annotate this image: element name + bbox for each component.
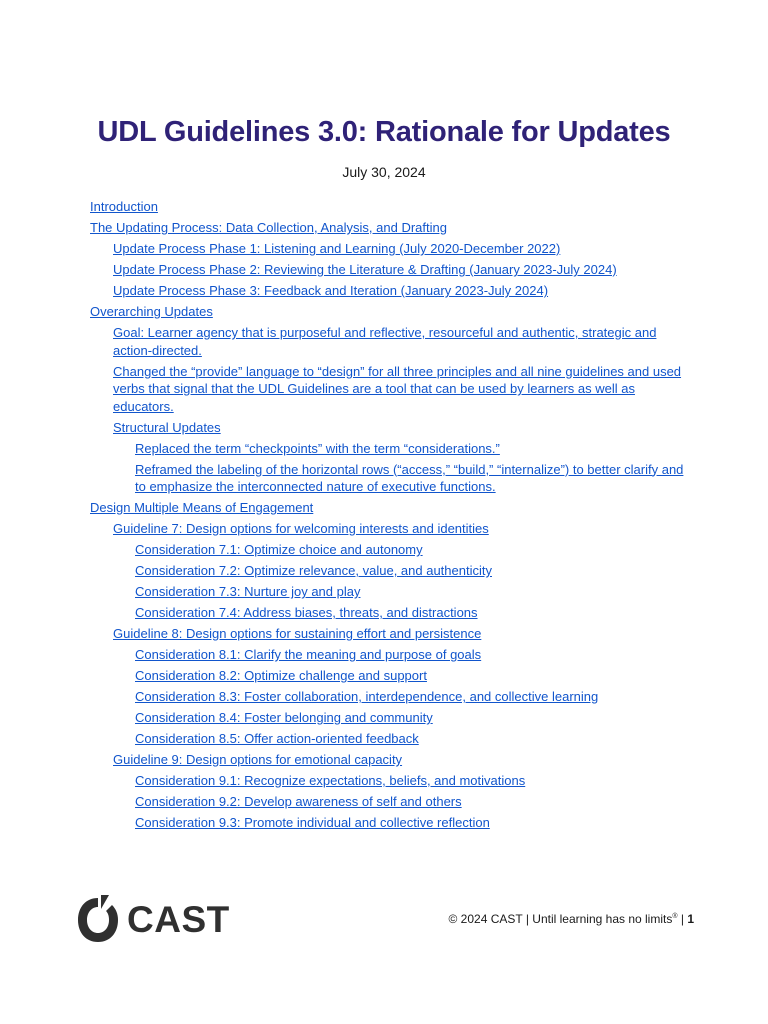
toc-link[interactable]: Update Process Phase 1: Listening and Learning (July 2020-December 2022) <box>113 241 561 256</box>
toc-entry <box>90 240 685 258</box>
page-title: UDL Guidelines 3.0: Rationale for Updates <box>97 116 671 148</box>
toc-entry <box>90 219 685 237</box>
trademark-symbol: ® <box>672 913 678 920</box>
toc-entry <box>90 814 685 832</box>
toc-link[interactable]: Consideration 7.4: Address biases, threats, and distractions <box>135 605 478 620</box>
footer-text <box>449 912 695 926</box>
toc-link[interactable]: Introduction <box>90 199 158 214</box>
toc-link[interactable]: Consideration 8.2: Optimize challenge and support <box>135 668 427 683</box>
cast-logo-wordmark: CAST <box>127 899 230 940</box>
toc-entry <box>90 499 685 517</box>
page-number: 1 <box>687 912 694 926</box>
footer-separator: | <box>677 912 688 926</box>
cast-logo <box>75 893 230 947</box>
toc-entry <box>90 625 685 643</box>
table-of-contents <box>90 198 685 835</box>
toc-entry <box>90 541 685 559</box>
toc-entry <box>90 261 685 279</box>
toc-entry <box>90 520 685 538</box>
toc-link[interactable]: Consideration 7.3: Nurture joy and play <box>135 584 361 599</box>
toc-entry <box>90 562 685 580</box>
toc-link[interactable]: Consideration 8.1: Clarify the meaning and purpose of goals <box>135 647 482 662</box>
toc-link[interactable]: Consideration 9.3: Promote individual and collective reflection <box>135 815 490 830</box>
toc-link[interactable]: Goal: Learner agency that is purposeful and reflective, resourceful and authentic, strategic and action-directed. <box>113 325 657 358</box>
toc-link[interactable]: Overarching Updates <box>90 304 213 319</box>
toc-entry <box>90 324 685 359</box>
toc-link[interactable]: Consideration 8.3: Foster collaboration, interdependence, and collective learning <box>135 689 599 704</box>
toc-link[interactable]: Update Process Phase 2: Reviewing the Literature & Drafting (January 2023-July 2024) <box>113 262 617 277</box>
toc-entry <box>90 646 685 664</box>
toc-entry <box>90 772 685 790</box>
toc-entry <box>90 793 685 811</box>
copyright-text: © 2024 CAST | Until learning has no limits <box>448 912 673 926</box>
toc-entry <box>90 583 685 601</box>
toc-link[interactable]: Guideline 8: Design options for sustaining effort and persistence <box>113 626 482 641</box>
toc-entry <box>90 198 685 216</box>
toc-entry <box>90 440 685 458</box>
toc-link[interactable]: Consideration 7.2: Optimize relevance, value, and authenticity <box>135 563 492 578</box>
toc-entry <box>90 751 685 769</box>
document-date: July 30, 2024 <box>342 164 426 180</box>
toc-link[interactable]: Consideration 9.2: Develop awareness of self and others <box>135 794 462 809</box>
toc-entry <box>90 667 685 685</box>
toc-link[interactable]: Consideration 9.1: Recognize expectations, beliefs, and motivations <box>135 773 526 788</box>
toc-link[interactable]: Consideration 8.5: Offer action-oriented feedback <box>135 731 419 746</box>
toc-link[interactable]: Consideration 8.4: Foster belonging and community <box>135 710 433 725</box>
toc-entry <box>90 604 685 622</box>
toc-entry <box>90 709 685 727</box>
toc-entry <box>90 730 685 748</box>
toc-link[interactable]: Guideline 9: Design options for emotional capacity <box>113 752 403 767</box>
toc-link[interactable]: Reframed the labeling of the horizontal rows (“access,” “build,” “internalize”) to better clarify and to emphasize the interconnected nature of executive functions. <box>135 461 684 494</box>
toc-link[interactable]: Structural Updates <box>113 419 221 435</box>
toc-link[interactable]: Changed the “provide” language to “design” for all three principles and all nine guidelines and used verbs that signal that the UDL Guidelines are a tool that can be used by learners as well as educators. <box>113 363 682 414</box>
toc-entry <box>90 419 685 437</box>
toc-entry <box>90 688 685 706</box>
toc-link[interactable]: Consideration 7.1: Optimize choice and autonomy <box>135 542 423 557</box>
toc-link[interactable]: Guideline 7: Design options for welcoming interests and identities <box>113 521 489 536</box>
toc-link[interactable]: Update Process Phase 3: Feedback and Iteration (January 2023-July 2024) <box>113 283 549 298</box>
toc-entry <box>90 303 685 321</box>
toc-link[interactable]: The Updating Process: Data Collection, Analysis, and Drafting <box>90 220 447 235</box>
toc-link[interactable]: Replaced the term “checkpoints” with the term “considerations.” <box>135 440 500 456</box>
toc-entry <box>90 282 685 300</box>
toc-link[interactable]: Design Multiple Means of Engagement <box>90 500 314 515</box>
cast-logo-icon <box>75 893 121 947</box>
toc-entry <box>90 363 685 416</box>
toc-entry <box>90 461 685 496</box>
